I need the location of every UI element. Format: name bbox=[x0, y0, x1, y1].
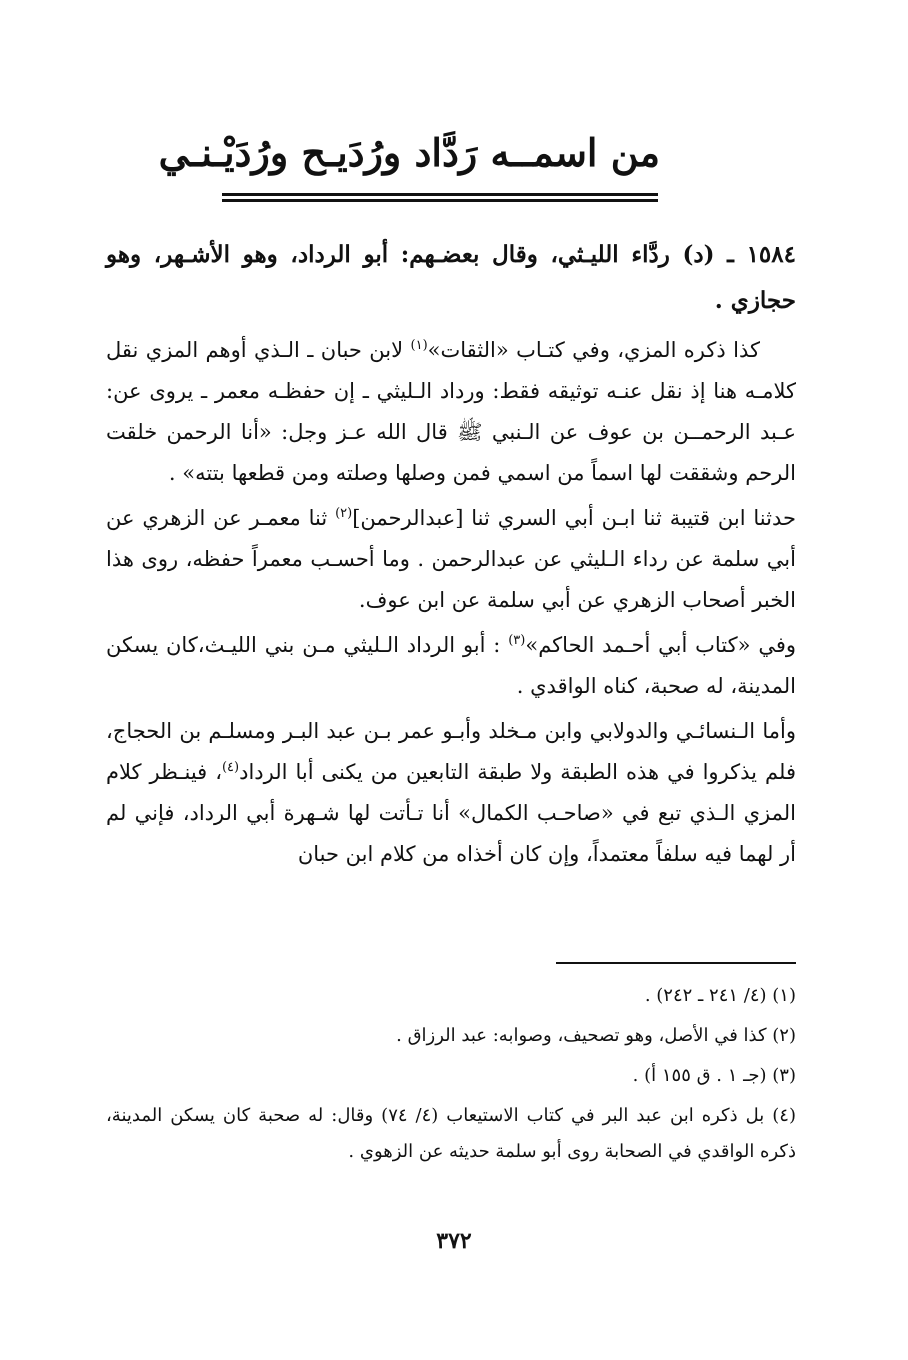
footnote-3: (٣) (جـ ١ . ق ١٥٥ أ) . bbox=[632, 1065, 796, 1086]
title-rule-top bbox=[222, 193, 658, 196]
paragraph-text: لابن حبان ـ الـذي أوهم المزي نقل كلامـه هنا إذ نقل عنـه توثيقه فقط: ورداد الـليثي ـ إن حفظـه معمر ـ يروى عن: عـبد الرحمــن بن عوف عن الـنبي ﷺ قال الله عـز وجل: «أنا الرحمن خلقت الرحم وشققت لها اسماً من اسمي فمن وصلها وصلته ومن قطعها بتته» . bbox=[106, 338, 796, 485]
paragraph-2 bbox=[106, 498, 796, 621]
paragraph-4 bbox=[106, 711, 796, 875]
footnote-1: (١) (٤/ ٢٤١ ـ ٢٤٢) . bbox=[644, 985, 796, 1006]
paragraph-text: كذا ذكره المزي، وفي كتـاب «الثقات» bbox=[427, 338, 760, 362]
page-number: ٣٧٢ bbox=[436, 1228, 472, 1254]
paragraph-3 bbox=[106, 625, 796, 707]
footnote-2: (٢) كذا في الأصل، وهو تصحيف، وصوابه: عبد الرزاق . bbox=[396, 1025, 796, 1046]
title-rule-bottom bbox=[222, 199, 658, 202]
footnote-4: (٤) بل ذكره ابن عبد البر في كتاب الاستيعاب (٤/ ٧٤) وقال: له صحبة كان يسكن المدينة، ذكره الواقدي في الصحابة روى أبو سلمة حديثه عن الزهوي . bbox=[106, 1105, 796, 1162]
paragraph-text: ثنا معمـر عن الزهري عن أبي سلمة عن رداء الـليثي عن عبدالرحمن . وما أحسـب معمراً حفظه، روى هذا الخبر أصحاب الزهري عن أبي سلمة عن ابن عوف. bbox=[106, 506, 796, 612]
main-text bbox=[106, 232, 796, 879]
footnote-ref: (٣) bbox=[508, 633, 526, 648]
chapter-title: من اسمــه رَدَّاد ورُدَيـح ورُدَيْـنـي bbox=[158, 130, 660, 175]
paragraph-text: ، فينـظر كلام المزي الـذي تبع في «صاحـب الكمال» أنا تـأتت لها شـهرة أبي الرداد، فإني لم أر لهما فيه سلفاً معتمداً، وإن كان أخذاه من كلام ابن حبان bbox=[106, 760, 796, 866]
footnote-ref: (٤) bbox=[221, 760, 240, 775]
entry-heading: ١٥٨٤ ـ (د) ردَّاء الليـثي، وقال بعضـهم: أبو الرداد، وهو الأشـهر، وهو حجازي . bbox=[106, 241, 796, 314]
paragraph-text: وفي «كتاب أبي أحـمد الحاكم» bbox=[525, 633, 796, 657]
footnotes bbox=[106, 978, 796, 1174]
footnote-separator bbox=[556, 962, 796, 964]
paragraph-1 bbox=[106, 330, 796, 494]
footnote-ref: (١) bbox=[410, 338, 428, 353]
footnote-ref: (٢) bbox=[335, 506, 353, 521]
paragraph-text: : أبو الرداد الـليثي مـن بني الليـث،كان يسكن المدينة، له صحبة، كناه الواقدي . bbox=[106, 633, 796, 698]
title-double-rule bbox=[222, 193, 658, 203]
paragraph-text: وأما الـنسائـي والدولابي وابن مـخلد وأبـو عمر بـن عبد البـر ومسلـم بن الحجاج، فلم يذكروا في هذه الطبقة ولا طبقة التابعين من يكنى أبا الرداد bbox=[106, 719, 796, 784]
paragraph-text: حدثنا ابن قتيبة ثنا ابـن أبي السري ثنا [عبدالرحمن] bbox=[352, 506, 796, 530]
